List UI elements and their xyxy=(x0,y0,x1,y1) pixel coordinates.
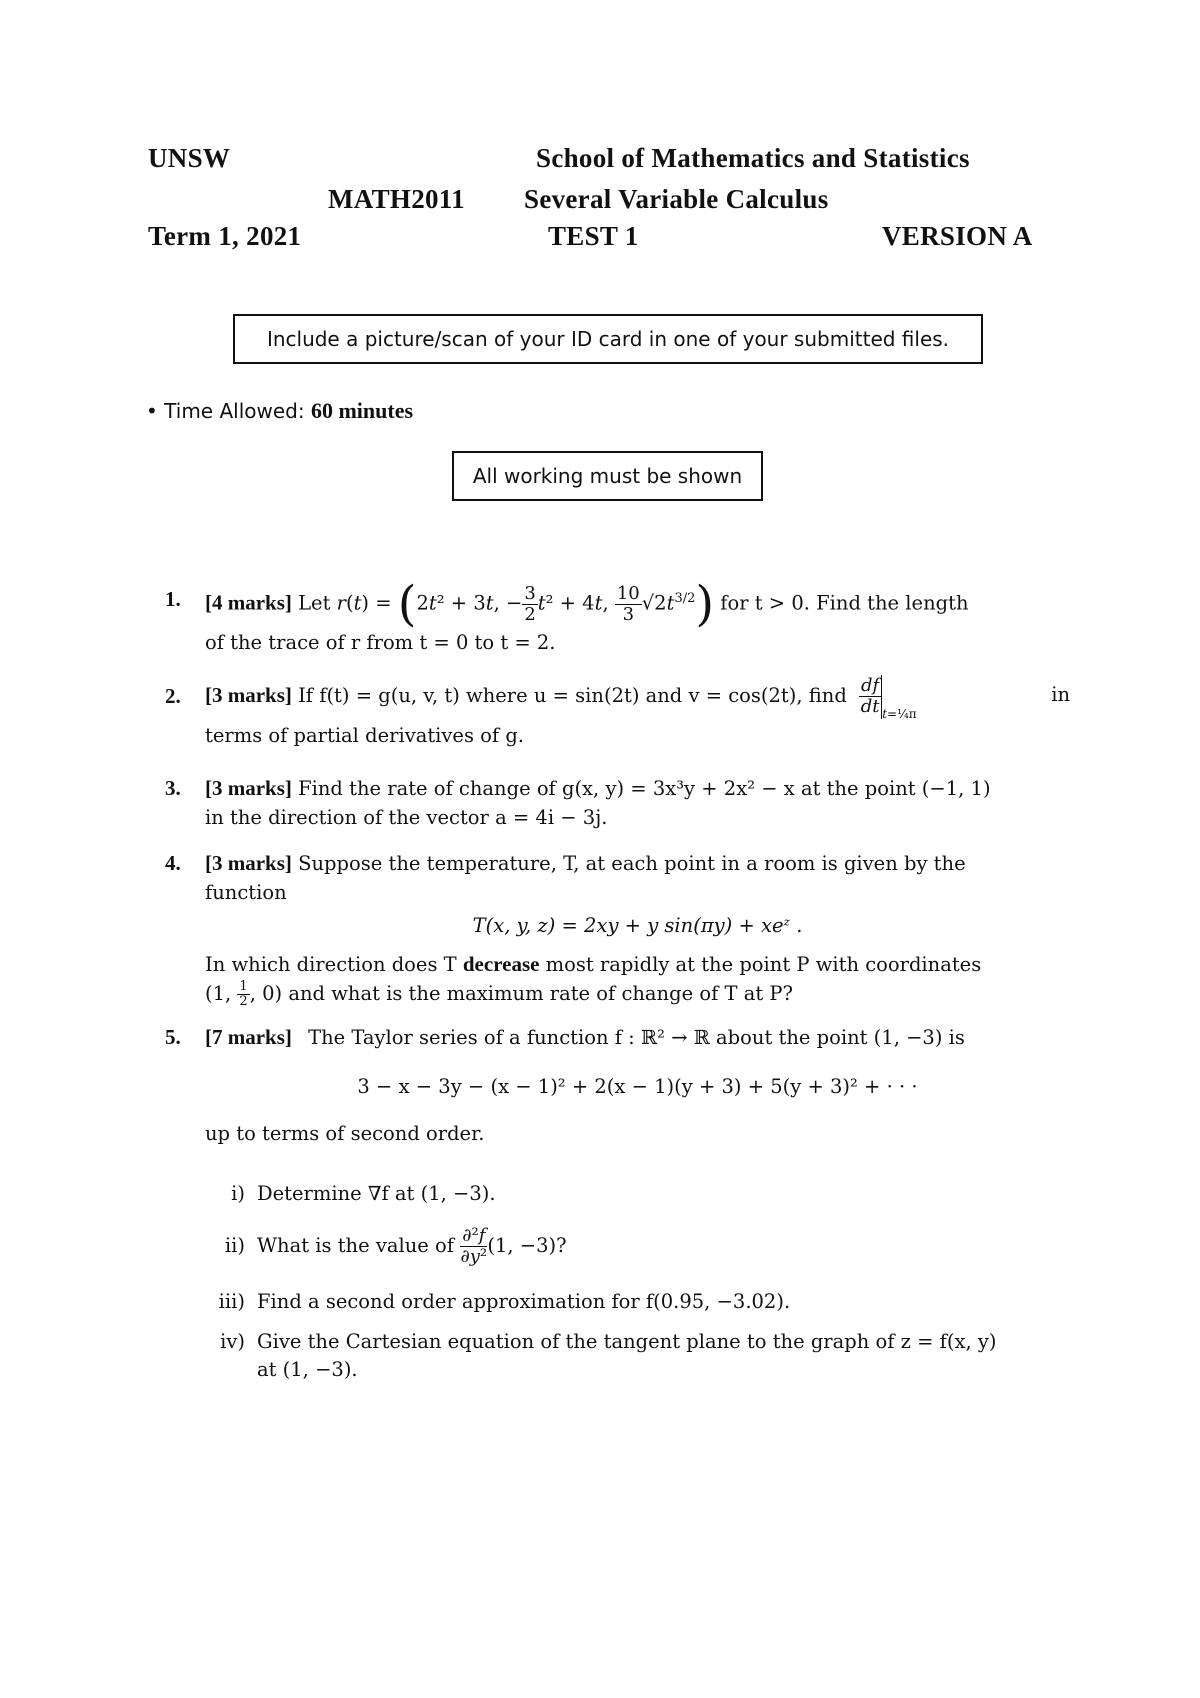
question-4-line-4: (1, $\frac{1}{2}$ , 0) and what is the maximum rate of change of T at P? xyxy=(205,978,793,1009)
question-4 xyxy=(165,849,1070,1009)
part-label: i) xyxy=(231,1182,245,1205)
q3-line-1: Find the rate of change of g(x, y) = 3x³y + 2x² − x at the point (−1, 1) xyxy=(298,777,991,800)
time-value: 60 minutes xyxy=(310,398,414,423)
question-5-line-2: up to terms of second order. xyxy=(205,1122,485,1145)
question-2 xyxy=(165,665,1070,750)
marks: [4 marks] xyxy=(205,590,292,615)
question-3-line-2: in the direction of the vector a = 4i − 3j. xyxy=(205,806,608,829)
q1-lead: Let xyxy=(298,591,331,615)
part-iv xyxy=(205,1328,1065,1384)
question-1-line-1: [4 marks] Let r(t) = (2t² + 3t, − $\frac{3}{2}$ t² + 4t, $\frac{10}{3}$ $√2t^{3/2}$) for t > 0. Find the length xyxy=(205,576,969,632)
marks: [7 marks] xyxy=(205,1025,292,1049)
question-1 xyxy=(165,570,1070,657)
q4-line-3c: most rapidly at the point P with coordinates xyxy=(545,953,982,976)
temperature-formula: T(x, y, z) = 2xy + y sin(πy) + xeᶻ . xyxy=(472,914,803,937)
time-label: Time Allowed: xyxy=(164,399,305,423)
part-iv-line-2: at (1, −3). xyxy=(257,1358,358,1381)
question-4-line-1 xyxy=(205,849,1070,878)
q4-line-1: Suppose the temperature, T, at each point in a room is given by the xyxy=(298,852,966,875)
question-2-line-2: terms of partial derivatives of g. xyxy=(205,724,525,747)
part-ii: ii) What is the value of $\frac{\text{∂²f}}{\text{∂y²}}$ (1, −3)? xyxy=(205,1218,1065,1274)
taylor-series: 3 − x − 3y − (x − 1)² + 2(x − 1)(y + 3) + 5(y + 3)² + · · · xyxy=(357,1075,918,1098)
part-text: What is the value of xyxy=(257,1234,454,1257)
part-label: iii) xyxy=(218,1290,245,1313)
q4-line-3a: In which direction does T xyxy=(205,953,457,976)
question-5-line-1 xyxy=(205,1023,1070,1052)
q5-line-1: The Taylor series of a function f : ℝ² → ℝ about the point (1, −3) is xyxy=(308,1026,965,1049)
marks: [3 marks] xyxy=(205,851,292,875)
part-label: iv) xyxy=(220,1330,245,1353)
school-name: School of Mathematics and Statistics xyxy=(536,143,970,173)
part-iii xyxy=(205,1288,1065,1316)
part-text: Determine ∇f at (1, −3). xyxy=(257,1182,496,1205)
question-2-line-1: [3 marks] If f(t) = g(u, v, t) where u = sin(2t) and v = cos(2t), find $\frac{df}{dt}$ $_{t=\frac{1}{4}\pi}$ in xyxy=(205,665,1070,725)
bullet: • xyxy=(146,399,158,423)
question-3 xyxy=(165,774,1070,832)
question-number: 2. xyxy=(165,684,181,708)
university-name: UNSW xyxy=(148,143,231,173)
question-number: 1. xyxy=(165,587,181,611)
q2-in: in xyxy=(1051,683,1070,706)
test-number: TEST 1 xyxy=(548,221,639,251)
working-notice: All working must be shown xyxy=(452,451,763,501)
term: Term 1, 2021 xyxy=(148,221,302,251)
question-number: 3. xyxy=(165,776,181,800)
course-code: MATH2011 xyxy=(328,184,465,214)
part-text: Find a second order approximation for f(0.95, −3.02). xyxy=(257,1290,791,1313)
question-number: 5. xyxy=(165,1025,181,1049)
q4-decrease: decrease xyxy=(462,952,540,976)
id-card-notice: Include a picture/scan of your ID card in one of your submitted files. xyxy=(233,314,983,364)
time-allowed xyxy=(146,398,413,424)
question-1-line-2: of the trace of r from t = 0 to t = 2. xyxy=(205,631,556,654)
question-5 xyxy=(165,1023,1070,1148)
question-number: 4. xyxy=(165,851,181,875)
course-name: Several Variable Calculus xyxy=(524,184,829,214)
question-4-line-2: function xyxy=(205,881,287,904)
question-3-line-1 xyxy=(205,774,1070,803)
part-i xyxy=(205,1180,1065,1208)
part-text: Give the Cartesian equation of the tangent plane to the graph of z = f(x, y) xyxy=(257,1330,997,1353)
marks: [3 marks] xyxy=(205,776,292,800)
version: VERSION A xyxy=(882,221,1033,251)
q4-line-4: and what is the maximum rate of change of T at P? xyxy=(288,982,793,1005)
q2-lead: If f(t) = g(u, v, t) where u = sin(2t) and v = cos(2t), find xyxy=(298,684,847,707)
marks: [3 marks] xyxy=(205,683,292,707)
question-4-line-3 xyxy=(205,950,1070,979)
part-label: ii) xyxy=(224,1234,245,1257)
q1-tail: for t > 0. Find the length xyxy=(720,591,969,615)
